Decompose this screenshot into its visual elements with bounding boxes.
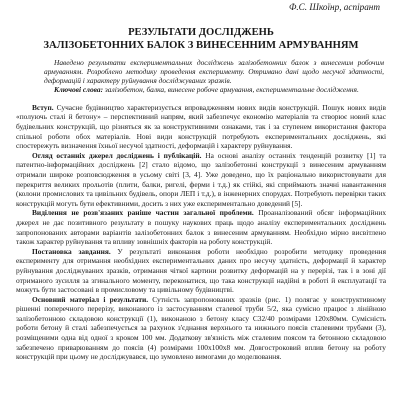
- paragraph-text: Сучасне будівництво характеризується впровадженням нових видів конструкцій. Пошук нових видів «полуючь сталі й бетону» – перспективний напрям, який забезпечує економію матеріалів та створює новий клас будівельних конструкцій, що різняться як за конструктивними ознаками, так і за ступенем використання фактора спільної роботи обох матеріалів. Нові види конструкцій потребують експериментальних досліджень, які спостережуть визначення їхньої несучої здатності, деформацій і характеру руйнування.: [16, 102, 386, 151]
- paragraph-main-results: [16, 295, 386, 362]
- paragraph-text: На основі аналізу останніх тенденцій розвитку [1] та патентно-інформаційних досліджень [2] стало відомо, що залізобетонні конструкції з винесеним армуванням отримали широке розповсюдження в усьому світі [3, 4]. Уже доведено, що їх раціонально використовувати для перекриття великих прольотів (плити, балки, ригелі, ферми і т.д.) як стійкі, які сприймають значні навантаження (колони промислових та цивільних будівель, опори ЛЕП і т.д.), в інженерних спорудах. Потребують перевірки таких конструкцій могуть бути ефективними, досить з них уже експериментально доведений [5].: [16, 150, 386, 208]
- paragraph-label: Основний матеріал і результати.: [32, 294, 149, 304]
- abstract: [44, 59, 384, 86]
- keywords: [44, 86, 384, 95]
- paragraph-text: У результаті виконання роботи необхідно розробити методику проведення експерименту для отримання необхідних експериментальних даних про несучу здатність, деформації й характер руйнування досліджуваних зразків, отримання чіткої картини розвитку деформацій на у перерізі, так і в зоні дії отриманого зусилля за згинального моменту, переконатися, що така конструкції надійні в роботі й експлуатації та можуть бути застосовані в промисловому та цивільному будівництві.: [16, 246, 387, 295]
- paragraph-label: Вступ.: [32, 102, 54, 112]
- paragraph-introduction: [16, 103, 386, 151]
- article-title: [16, 27, 386, 52]
- title-line-1: РЕЗУЛЬТАТИ ДОСЛІДЖЕНЬ: [128, 27, 274, 38]
- article-body: [16, 103, 386, 362]
- paragraph-label: Виділення не розв'язаних раніше частин загальної проблеми.: [32, 208, 254, 218]
- paragraph-literature-review: [16, 151, 386, 209]
- title-line-2: ЗАЛІЗОБЕТОННИХ БАЛОК З ВИНЕСЕННИМ АРМУВАННЯМ: [43, 39, 359, 51]
- paragraph-text: Сутність запропонованих зразків (рис. 1) полягає у конструктивному рішенні поперечного перерізу, виконаного із застосуванням сталевої труби 5/2, яка сумісно працює з лінійною залізобетонною складовою конструкції (1), виконаною з бетону класу С32/40 розмірами 120х80мм. Сумісність роботи бетону й сталі забезпечується за рахунок з'єднання верхнього та нижнього поясів сталевими трубами (3), розміщеними одна від одної з кроком 100 мм. Додаткову зв'язність між сталевим поясом та бетонною складовою забезпечено приварюванням до поясів (4) розмірами 100х100х8 мм. Довгостроковий вплив бетону на роботу конструкцій при цьому не досліджувався, що зумовлено вимогами до моделювання.: [16, 294, 386, 362]
- paragraph-label: Огляд останніх джерел досліджень і публікацій.: [32, 150, 202, 160]
- paragraph-label: Постановка завдання.: [32, 246, 111, 256]
- keywords-text: залізобетон, балка, винесене робоче армування, експериментальне дослідження.: [103, 84, 359, 94]
- paragraph-text: Проаналізований обсяг інформаційних джерел не дає позитивного результату в пошуку наукових праць щодо аналізу експериментальних досліджень запропонованих авторами варіантів залізобетонних балок з винесеним армуванням. Необхідно мірно висвітлено також характер руйнування та впливу зовнішніх факторів на роботу конструкцій.: [16, 208, 387, 247]
- keywords-label: Ключові слова:: [54, 84, 104, 94]
- abstract-text: Наведено результати експериментальних досліджень залізобетонних балок з винесеним робочим армуванням. Розроблено методику проведення експерименту. Отримано дані щодо несучої здатності, деформацій і характеру руйнування досліджуваних зразків.: [44, 58, 384, 85]
- paragraph-unsolved-problems: [16, 208, 386, 246]
- author-line: Ф.С. Шкоїнр, аспірант: [288, 2, 380, 12]
- paragraph-problem-statement: [16, 247, 386, 295]
